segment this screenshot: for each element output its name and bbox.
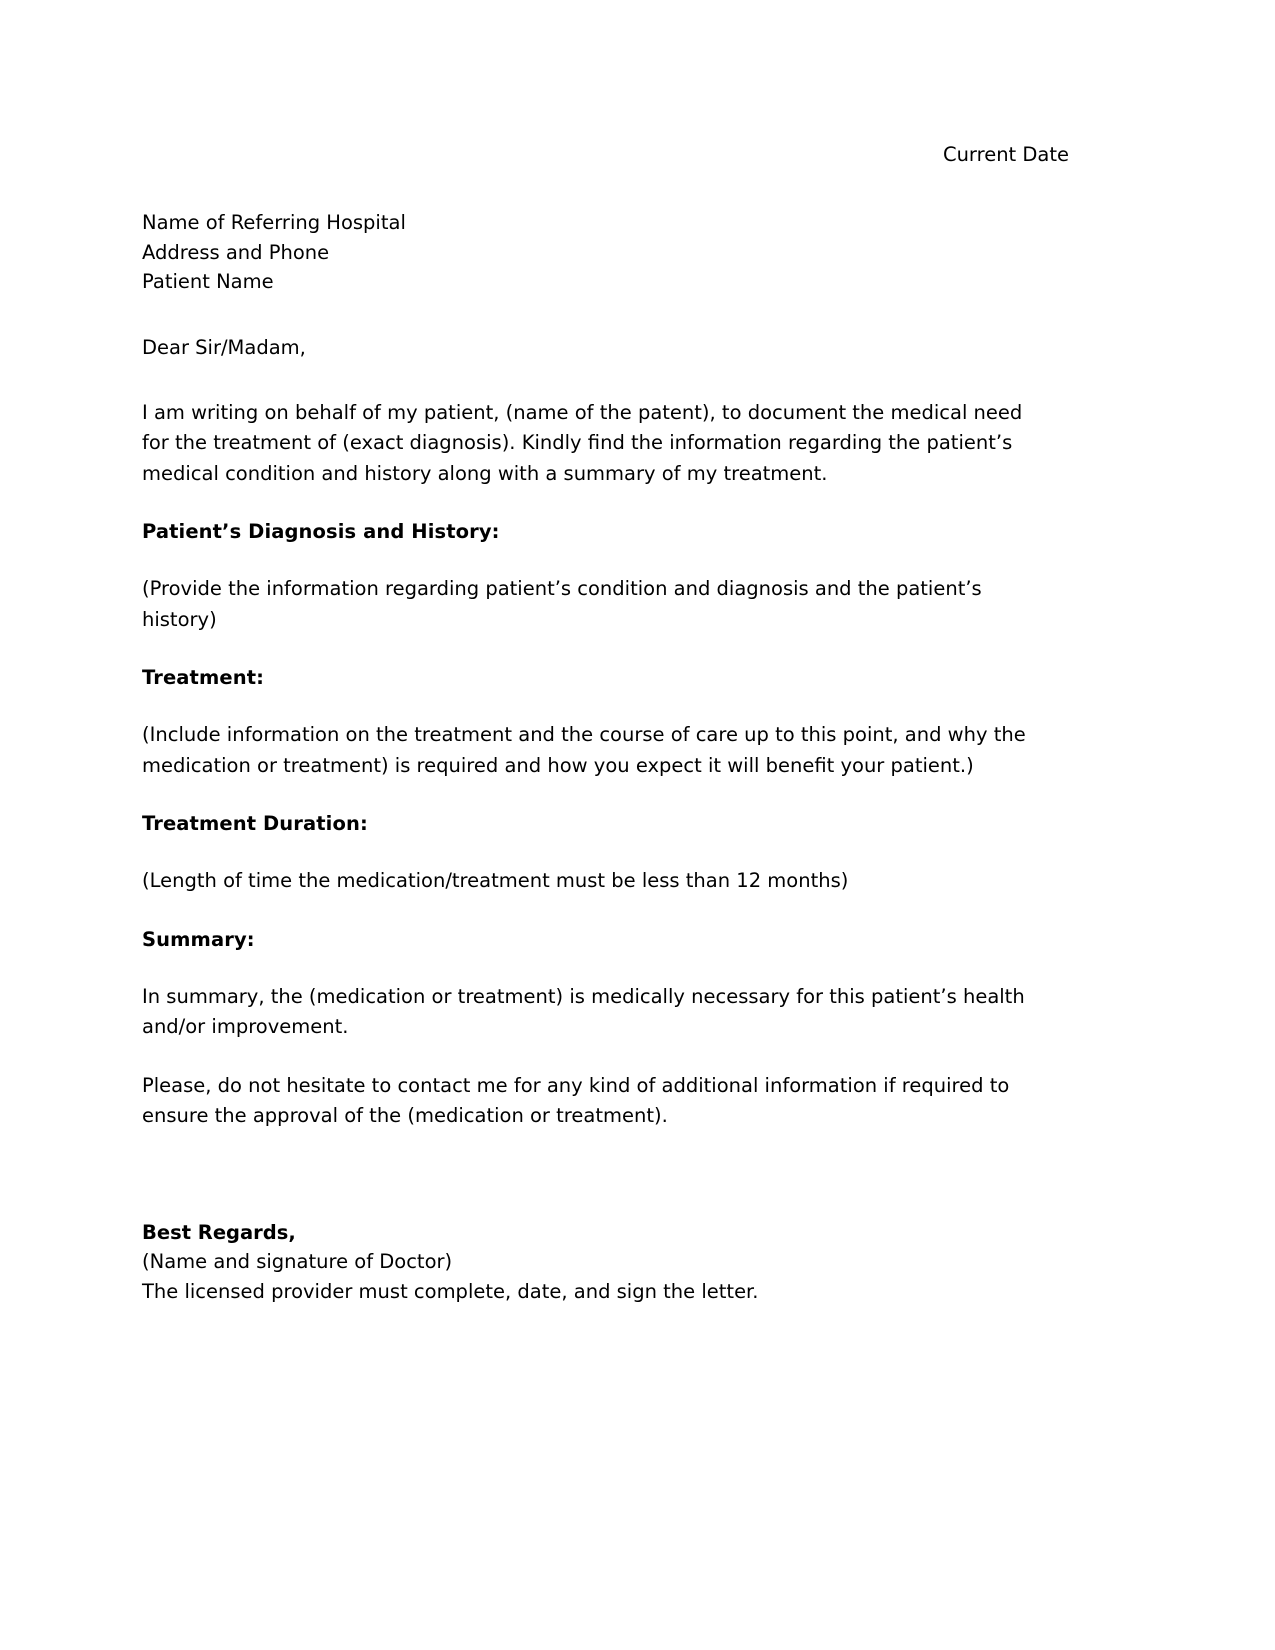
section-body: (Provide the information regarding patient’s condition and diagnosis and the patient’s history) bbox=[142, 577, 982, 631]
section-body: (Include information on the treatment and the course of care up to this point, and why the medication or treatment) is required and how you expect it will benefit your patient.) bbox=[142, 723, 1026, 777]
recipient-block bbox=[142, 208, 1072, 297]
section-body: In summary, the (medication or treatment) is medically necessary for this patient’s health and/or improvement. bbox=[142, 984, 1025, 1038]
section-heading: Summary: bbox=[142, 927, 255, 951]
recipient-patient-name: Patient Name bbox=[142, 270, 274, 293]
section-treatment bbox=[142, 663, 1072, 781]
signoff-block bbox=[142, 1218, 1072, 1307]
signoff-provider-note: The licensed provider must complete, date, and sign the letter. bbox=[142, 1279, 759, 1303]
signoff-doctor-name: (Name and signature of Doctor) bbox=[142, 1250, 453, 1273]
section-heading: Treatment: bbox=[142, 666, 265, 689]
section-heading: Patient’s Diagnosis and History: bbox=[142, 520, 500, 543]
intro-paragraph: I am writing on behalf of my patient, (name of the patent), to document the medical need for the treatment of (exact diagnosis). Kindly find the information regarding the patient’s medical condition and history along with a summary of my treatment. bbox=[142, 400, 1023, 485]
section-body: (Length of time the medication/treatment must be less than 12 months) bbox=[142, 869, 849, 892]
section-summary bbox=[142, 925, 1072, 1043]
section-treatment-duration bbox=[142, 809, 1072, 897]
recipient-hospital-name: Name of Referring Hospital bbox=[142, 211, 406, 234]
signature-space bbox=[142, 1160, 1072, 1218]
recipient-address-phone: Address and Phone bbox=[142, 240, 330, 264]
salutation: Dear Sir/Madam, bbox=[142, 335, 306, 359]
closing-paragraph: Please, do not hesitate to contact me for any kind of additional information if required to ensure the approval of the (medication or treatment). bbox=[142, 1073, 1010, 1127]
letter-content bbox=[142, 140, 1072, 1306]
signoff-regards: Best Regards, bbox=[142, 1220, 296, 1244]
section-heading: Treatment Duration: bbox=[142, 812, 368, 835]
section-diagnosis-history bbox=[142, 517, 1072, 635]
current-date-line: Current Date bbox=[942, 143, 1069, 166]
